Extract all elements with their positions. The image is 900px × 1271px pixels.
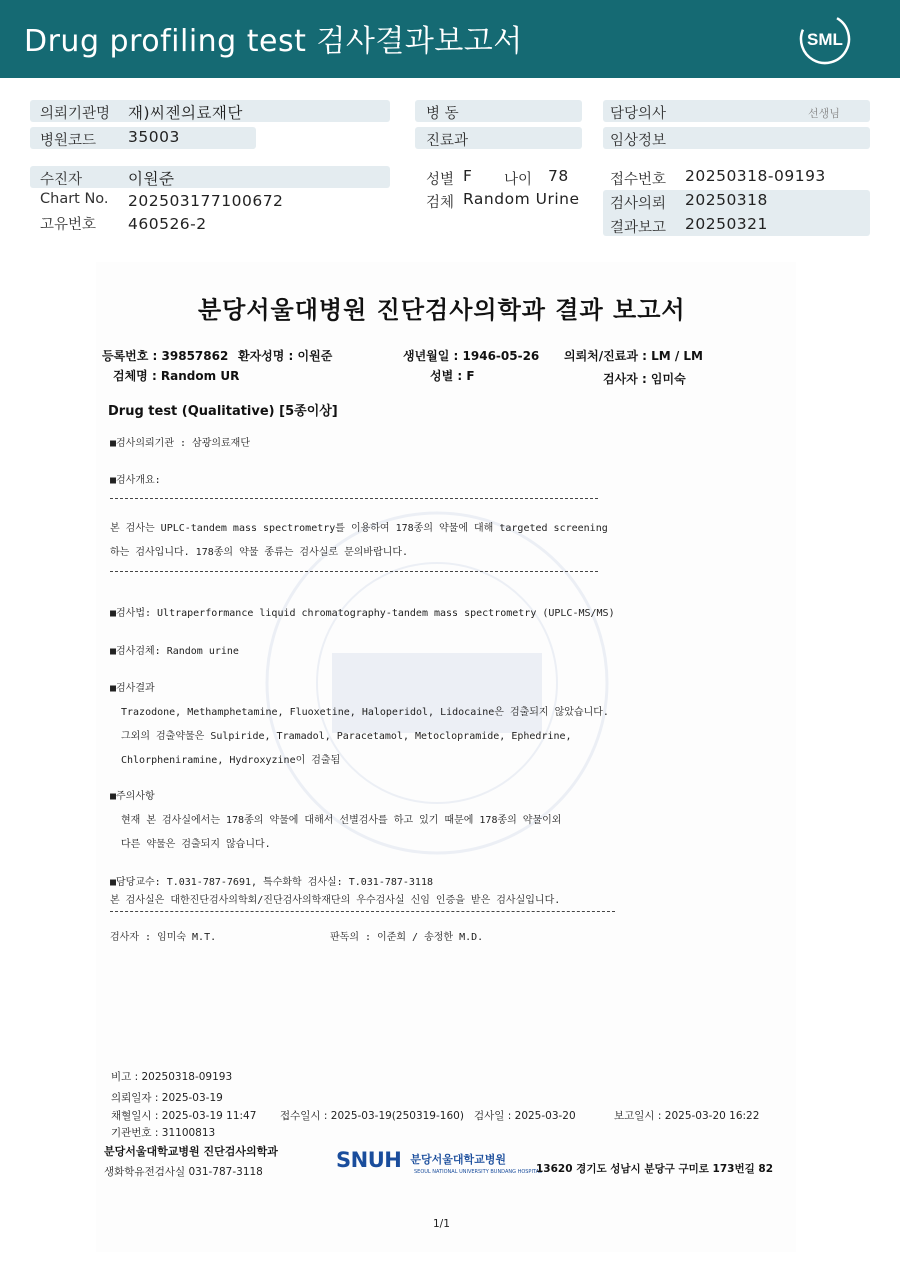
note-line: 비고 : 20250318-09193	[111, 1071, 233, 1083]
reception-value: 20250318-09193	[685, 167, 826, 185]
request-label: 검사의뢰	[610, 196, 667, 212]
page-number: 1/1	[433, 1218, 450, 1230]
collect-time: 채혈일시 : 2025-03-19 11:47	[111, 1110, 257, 1122]
receive-time: 접수일시 : 2025-03-19(250319-160)	[280, 1110, 464, 1122]
request-date: 의뢰일자 : 2025-03-19	[111, 1092, 223, 1104]
reg-no: 등록번호 : 39857862	[102, 349, 229, 363]
hospital-address: 13620 경기도 성남시 분당구 구미로 173번길 82	[536, 1163, 773, 1175]
unique-label: 고유번호	[40, 217, 97, 233]
logo-text: SML	[807, 30, 843, 49]
snuh-mark: SNUH	[336, 1148, 402, 1172]
specimen-label: 검체	[426, 195, 455, 211]
result-heading: ■검사결과	[110, 683, 155, 694]
hospital-code-value: 35003	[128, 128, 180, 146]
sex-label: 성별	[426, 172, 455, 188]
report-value: 20250321	[685, 215, 768, 233]
overview-line-1: 본 검사는 UPLC-tandem mass spectrometry를 이용하여 178종의 약물에 대해 targeted screening	[110, 523, 608, 534]
sex-value: F	[463, 167, 473, 185]
contact-info: ■담당교수: T.031-787-7691, 특수화학 검사실: T.031-787-3118	[110, 877, 433, 888]
request-value: 20250318	[685, 191, 768, 209]
clinical-label: 임상정보	[610, 133, 667, 149]
snuh-english-name: SEOUL NATIONAL UNIVERSITY BUNDANG HOSPITAL	[414, 1169, 542, 1175]
unique-value: 460526-2	[128, 215, 207, 233]
report-examiner: 검사자 : 임미숙	[603, 372, 686, 386]
report-patient-name: 환자성명 : 이원준	[238, 349, 333, 363]
report-title: 분당서울대병원 진단검사의학과 결과 보고서	[198, 296, 686, 324]
chart-label: Chart No.	[40, 191, 109, 207]
hospital-code-label: 병원코드	[40, 133, 97, 149]
notice-line-2: 다른 약물은 검출되지 않습니다.	[121, 839, 271, 850]
report-label: 결과보고	[610, 220, 667, 236]
report-header	[0, 0, 900, 78]
test-date: 검사일 : 2025-03-20	[474, 1110, 576, 1122]
patient-box	[30, 166, 390, 188]
patient-label: 수진자	[40, 172, 83, 188]
signer: 검사자 : 임미숙 M.T.	[110, 932, 217, 943]
result-line-3: Chlorpheniramine, Hydroxyzine이 검출됨	[121, 755, 341, 766]
snuh-watermark-seal	[262, 508, 612, 858]
reception-label: 접수번호	[610, 172, 667, 188]
report-sex: 성별 : F	[430, 369, 475, 383]
test-method: ■검사법: Ultraperformance liquid chromatography-tandem mass spectrometry (UPLC-MS/MS)	[110, 608, 615, 619]
institution-value: 재)씨젠의료재단	[128, 104, 243, 122]
notice-heading: ■주의사항	[110, 791, 155, 802]
institution-label: 의뢰기관명	[40, 106, 111, 122]
overview-line-2: 하는 검사입니다. 178종의 약물 종류는 검사실로 문의바랍니다.	[110, 547, 409, 558]
sml-logo	[798, 12, 852, 66]
result-line-1: Trazodone, Methamphetamine, Fluoxetine, Haloperidol, Lidocaine은 검출되지 않았습니다.	[121, 707, 609, 718]
age-value: 78	[548, 167, 569, 185]
report-time: 보고일시 : 2025-03-20 16:22	[614, 1110, 760, 1122]
lab-phone: 생화학유전검사실 031-787-3118	[104, 1166, 263, 1178]
doctor-label: 담당의사	[610, 106, 667, 122]
birth-date: 생년월일 : 1946-05-26	[403, 349, 540, 363]
test-name: Drug test (Qualitative) [5종이상]	[108, 404, 338, 419]
lab-name: 분당서울대학교병원 진단검사의학과	[104, 1145, 278, 1158]
chart-value: 202503177100672	[128, 192, 284, 210]
ward-label: 병 동	[426, 106, 459, 122]
snuh-logo	[336, 1148, 542, 1175]
age-label: 나이	[504, 172, 533, 188]
divider-line	[110, 498, 598, 499]
notice-line-1: 현재 본 검사실에서는 178종의 약물에 대해서 선별검사를 하고 있기 때문에 178종의 약물이외	[121, 815, 562, 826]
reader: 판독의 : 이준희 / 송정한 M.D.	[330, 932, 484, 943]
test-sample: ■검사검체: Random urine	[110, 646, 239, 657]
institution-number: 기관번호 : 31100813	[111, 1127, 216, 1139]
doctor-suffix: 선생님	[808, 107, 840, 120]
certification-note: 본 검사실은 대한진단검사의학회/진단검사의학재단의 우수검사실 신임 인증을 받은 검사실입니다.	[110, 895, 561, 906]
patient-value: 이원준	[128, 170, 175, 188]
overview-heading: ■검사개요:	[110, 475, 161, 486]
result-line-2: 그외의 검출약물은 Sulpiride, Tramadol, Paracetamol, Metoclopramide, Ephedrine,	[121, 731, 572, 742]
report-specimen: 검체명 : Random UR	[113, 369, 240, 383]
dept-label: 진료과	[426, 133, 469, 149]
page-title: Drug profiling test 검사결과보고서	[24, 24, 523, 59]
referral-dept: 의뢰처/진료과 : LM / LM	[564, 349, 704, 363]
divider-line	[110, 911, 615, 912]
request-institution: ■검사의뢰기관 : 삼광의료재단	[110, 438, 251, 449]
specimen-value: Random Urine	[463, 190, 580, 208]
divider-line	[110, 571, 598, 572]
snuh-korean-name: 분당서울대학교병원	[410, 1153, 507, 1166]
